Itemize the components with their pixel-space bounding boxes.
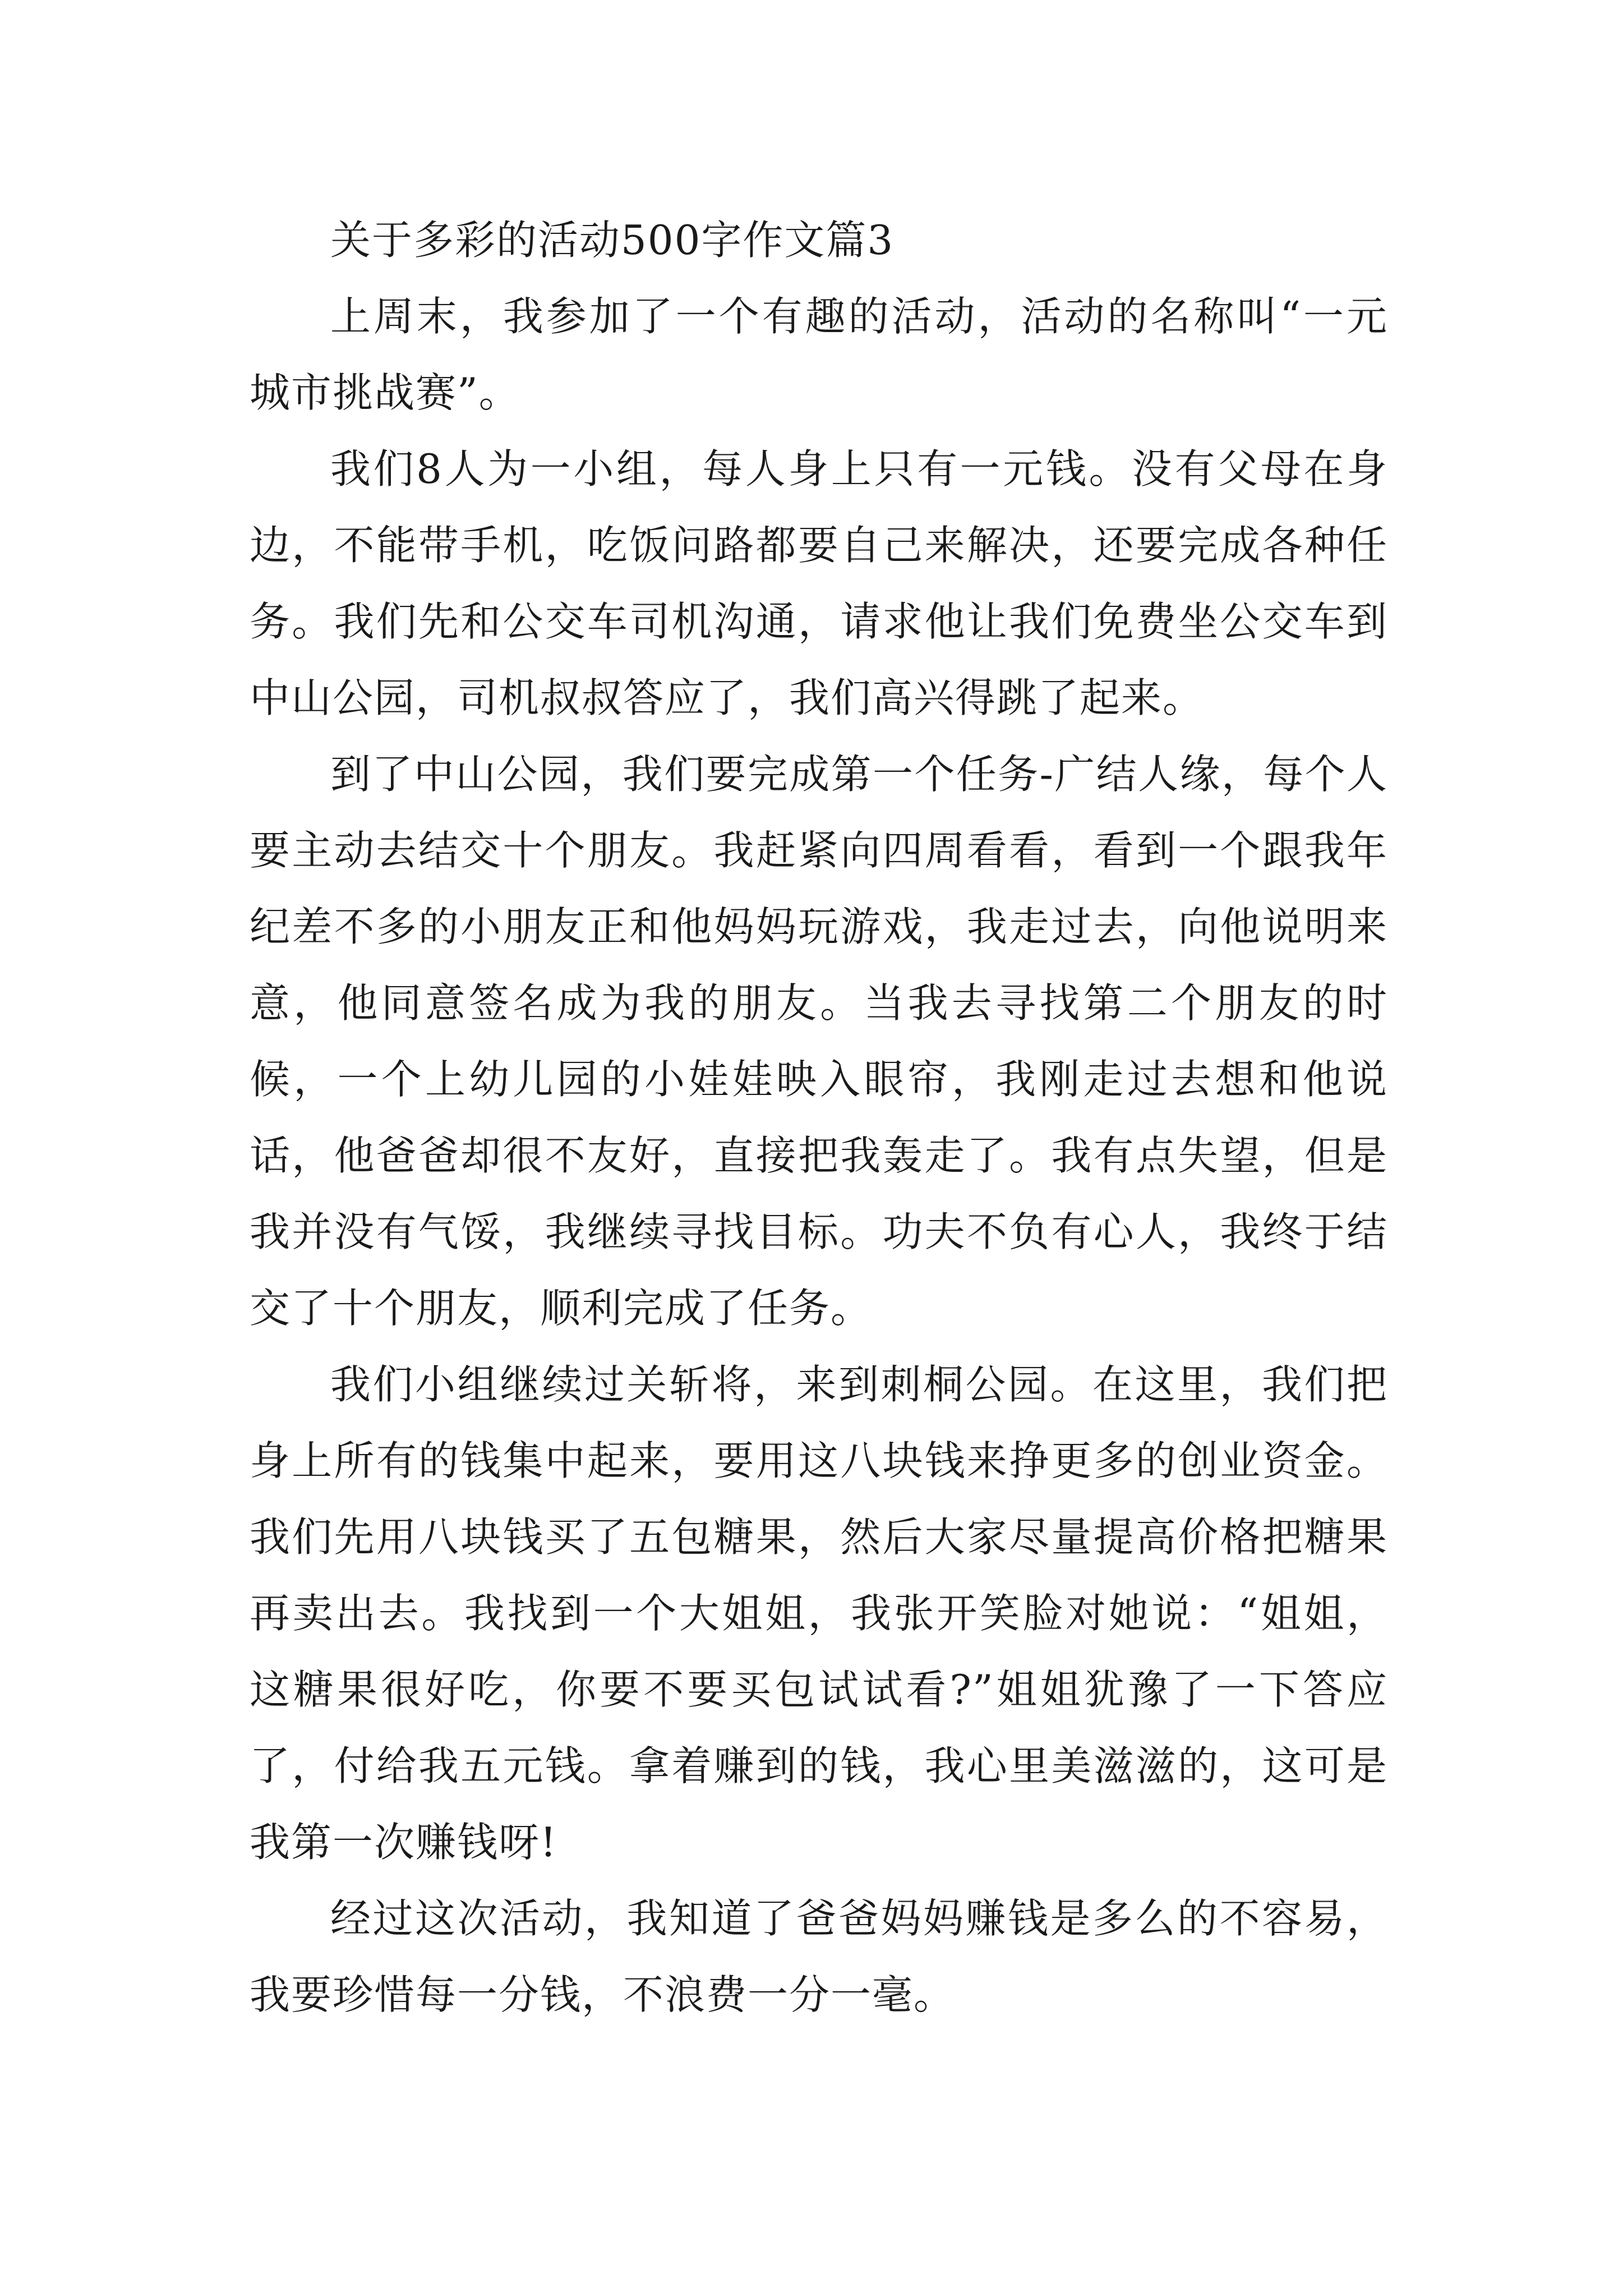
- document-body: [250, 202, 1388, 2033]
- paragraph-4: 我们小组继续过关斩将，来到刺桐公园。在这里，我们把身上所有的钱集中起来，要用这八块钱来挣更多的创业资金。我们先用八块钱买了五包糖果，然后大家尽量提高价格把糖果再卖出去。我找到一个大姐姐，我张开笑脸对她说：“姐姐，这糖果很好吃，你要不要买包试试看?”姐姐犹豫了一下答应了，付给我五元钱。拿着赚到的钱，我心里美滋滋的，这可是我第一次赚钱呀!: [250, 1361, 1388, 1866]
- paragraph-5: 经过这次活动，我知道了爸爸妈妈赚钱是多么的不容易，我要珍惜每一分钱，不浪费一分一毫。: [250, 1895, 1388, 2018]
- paragraph-2: 我们8人为一小组，每人身上只有一元钱。没有父母在身边，不能带手机，吃饭问路都要自己来解决，还要完成各种任务。我们先和公交车司机沟通，请求他让我们免费坐公交车到中山公园，司机叔叔答应了，我们高兴得跳了起来。: [250, 445, 1388, 721]
- paragraph-1: 上周末，我参加了一个有趣的活动，活动的名称叫“一元城市挑战赛”。: [250, 293, 1388, 416]
- paragraph-3: 到了中山公园，我们要完成第一个任务-广结人缘，每个人要主动去结交十个朋友。我赶紧向四周看看，看到一个跟我年纪差不多的小朋友正和他妈妈玩游戏，我走过去，向他说明来意，他同意签名成为我的朋友。当我去寻找第二个朋友的时候，一个上幼儿园的小娃娃映入眼帘，我刚走过去想和他说话，他爸爸却很不友好，直接把我轰走了。我有点失望，但是我并没有气馁，我继续寻找目标。功夫不负有心人，我终于结交了十个朋友，顺利完成了任务。: [250, 751, 1388, 1332]
- document-title: 关于多彩的活动500字作文篇3: [330, 217, 895, 264]
